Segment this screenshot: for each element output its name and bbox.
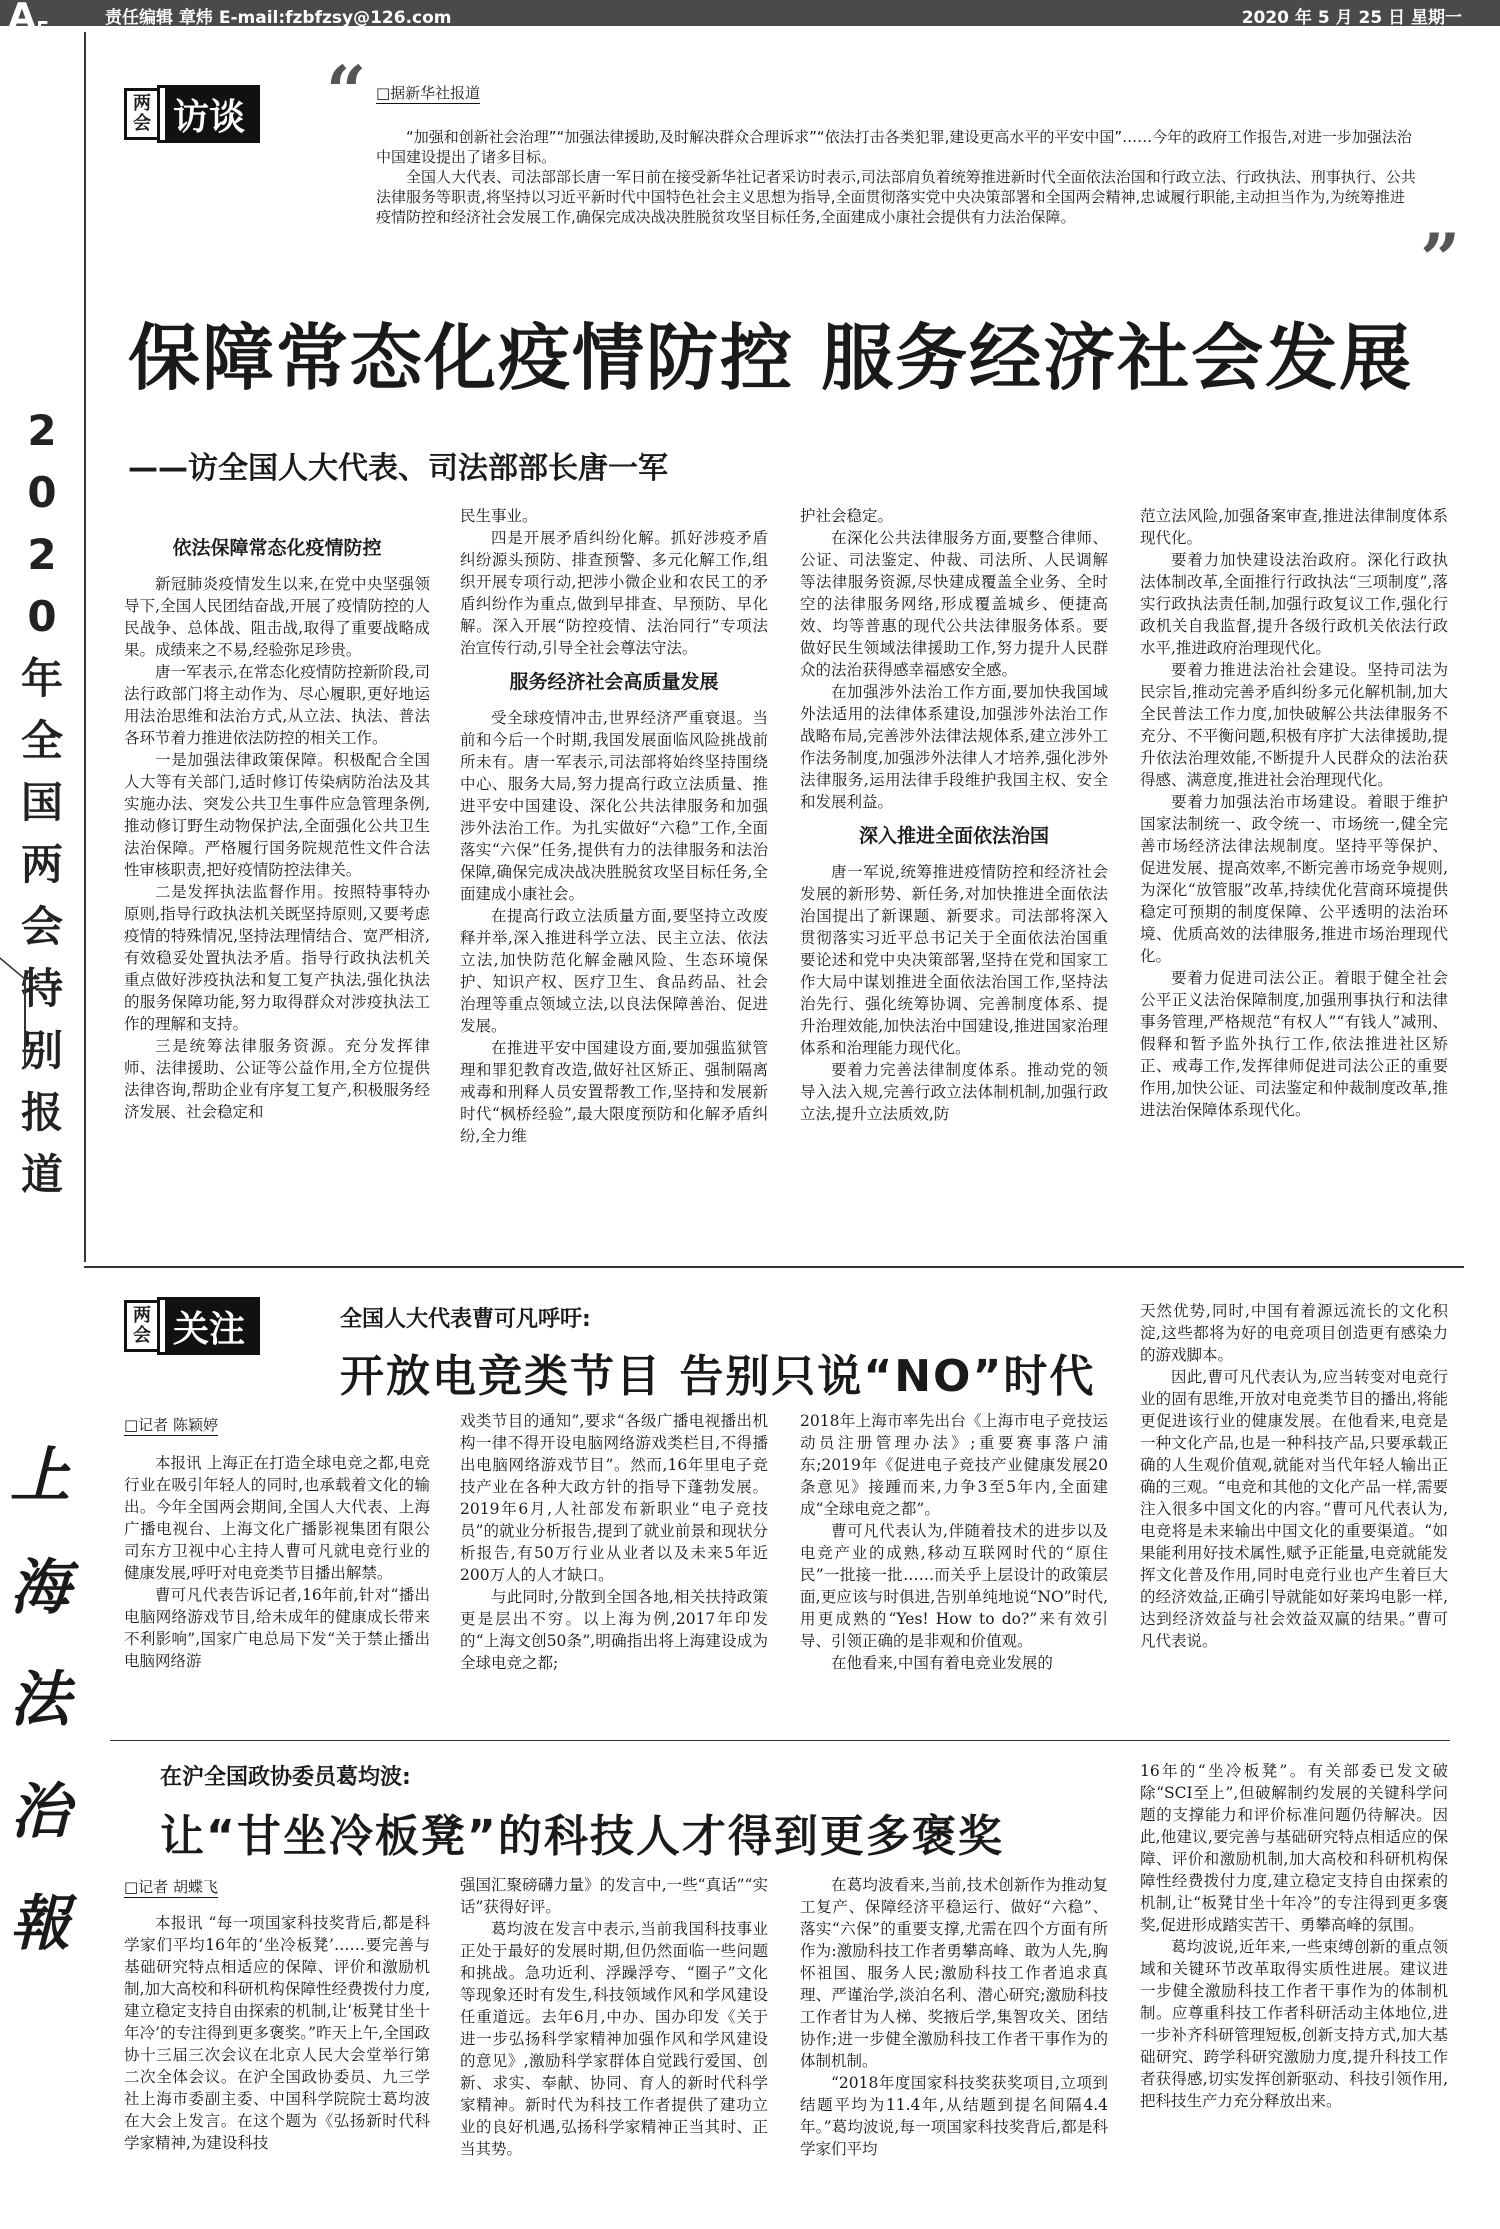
esports-column-2: 戏类节目的通知”,要求“各级广播电视播出机构一律不得开设电脑网络游戏类栏目,不得播出电脑网络游戏节目”。然而,16年里电子竞技产业在各种大政方针的指导下蓬勃发展。2019年6月,人社部发布新职业“电子竞技员”的就业分析报告,提到了就业前景和现状分析报告,有50万行业从业者以及未来5年近200万人的人才缺口。 与此同时,分散到全国各地,相关扶持政策更是层出不穷。以上海为例,2017年印发的“上海文创50条”,明确指出将上海建设成为全球电竞之都; [460, 1412, 768, 1672]
newspaper-masthead: 上 海 法 治 報 [10, 1441, 70, 1959]
sci-column-3: 在葛均波看来,当前,技术创新作为推动复工复产、保障经济平稳运行、做好“六稳”、落实“六保”的重要支撑,尤需在四个方面有所作为:激励科技工作者勇攀高峰、敢为人先,胸怀祖国、服务人民;激励科技工作者追求真理、严谨治学,淡泊名利、潜心研究;激励科技工作者甘为人梯、奖掖后学,集智攻关、团结协作;进一步健全激励科技工作者干事作为的体制机制。 “2018年度国家科技奖获奖项目,立项到结题平均为11.4年,从结题到提名间隔4.4年。”葛均波说,每一项国家科技奖背后,都是科学家们平均 [800, 1876, 1108, 2158]
interview-column-2: 民生事业。 四是开展矛盾纠纷化解。抓好涉疫矛盾纠纷源头预防、排查预警、多元化解工作,组织开展专项行动,把涉小微企业和农民工的矛盾纠纷作为重点,做到早排查、早预防、早化解。深入开展“防控疫情、法治同行”专项法治宣传行动,引导全社会尊法守法。 服务经济社会高质量发展 受全球疫情冲击,世界经济严重衰退。当前和今后一个时期,我国发展面临风险挑战前所未有。唐一军表示,司法部将始终坚持围绕中心、服务大局,努力提高行政立法质量、推进平安中国建设、深化公共法律服务和加强涉外法治工作。为扎实做好“六稳”工作,全面落实“六保”任务,提供有力的法律服务和法治保障,确保完成决战决胜脱贫攻坚目标任务,全面建成小康社会。 在提高行政立法质量方面,要坚持立改废释并举,深入推进科学立法、民主立法、依法立法,加快防范化解金融风险、生态环境保护、知识产权、医疗卫生、食品药品、社会治理等重点领域立法,以良法保障善治、促进发展。 在推进平安中国建设方面,要加强监狱管理和罪犯教育改造,做好社区矫正、强制隔离戒毒和刑释人员安置帮教工作,坚持和发展新时代“枫桥经验”,最大限度预防和化解矛盾纠纷,全力维 [460, 507, 768, 1145]
esports-headline: 开放电竞类节目 告别只说“NO”时代 [340, 1351, 1096, 1402]
main-subtitle: ——访全国人大代表、司法部部长唐一军 [128, 451, 668, 486]
open-quote-icon: “ [326, 50, 367, 133]
interview-column-1: 依法保障常态化疫情防控 新冠肺炎疫情发生以来,在党中央坚强领导下,全国人民团结奋战,开展了疫情防控的人民战争、总体战、阻击战,取得了重要战略成果。成绩来之不易,经验弥足珍贵。 唐一军表示,在常态化疫情防控新阶段,司法行政部门将主动作为、尽心履职,更好地运用法治思维和法治方式,从立法、执法、普法各环节着力推进依法防控的相关工作。 一是加强法律政策保障。积极配合全国人大等有关部门,适时修订传染病防治法及其实施办法、突发公共卫生事件应急管理条例,推动修订野生动物保护法,全面强化公共卫生法治保障。严格履行国务院规范性文件合法性审核职责,把好疫情防控法律关。 二是发挥执法监督作用。按照特事特办原则,指导行政执法机关既坚持原则,又要考虑疫情的特殊情况,坚持法理情结合、宽严相济,有效稳妥处置执法矛盾。指导行政执法机关重点做好涉疫执法和复工复产执法,强化执法的服务保障功能,努力取得群众对涉疫执法工作的理解和支持。 三是统筹法律服务资源。充分发挥律师、法律援助、公证等公益作用,全方位提供法律咨询,帮助企业有序复工复产,积极服务经济发展、社会稳定和 [124, 537, 430, 1121]
esports-kicker: 全国人大代表曹可凡呼吁: [340, 1307, 591, 1332]
page-number: $A_5$ [8, 0, 50, 42]
section-divider [84, 1266, 1464, 1268]
section-badge-interview: 两 会 访谈 [124, 88, 257, 140]
sci-kicker: 在沪全国政协委员葛均波: [160, 1765, 411, 1790]
sci-column-1: 本报讯 “每一项国家科技奖背后,都是科学家们平均16年的‘坐冷板凳’……要完善与基础研究特点相适应的保障、评价和激励机制,加大高校和科研机构保障性经费拨付力度,建立稳定支持自由探索的机制,让‘板凳甘坐十年冷’的专注得到更多褒奖。”昨天上午,全国政协十三届三次会议在北京人民大会堂举行第二次全体会议。在沪全国政协委员、九三学社上海市委副主委、中国科学院院士葛均波在大会上发言。在这个题为《弘扬新时代科学家精神,为建设科技 [124, 1914, 430, 2152]
esports-byline: □记者 陈颖婷 [124, 1416, 218, 1434]
section-badge-focus: 两 会 关注 [124, 1300, 257, 1352]
sidebar-divider [84, 32, 86, 1262]
section-divider-2 [110, 1740, 1450, 1741]
sci-column-2: 强国汇聚磅礴力量》的发言中,一些“真话”“实话”获得好评。 葛均波在发言中表示,当前我国科技事业正处于最好的发展时期,但仍然面临一些问题和挑战。急功近利、浮躁浮夸、“圈子”文化等现象还时有发生,科技领域作风和学风建设任重道远。去年6月,中办、国办印发《关于进一步弘扬科学家精神加强作风和学风建设的意见》,激励科学家群体自觉践行爱国、创新、求实、奉献、协同、育人的新时代科学家精神。新时代为科技工作者提供了建功立业的良好机遇,弘扬科学家精神正当其时、正当其势。 [460, 1876, 768, 2158]
editor-info: 责任编辑 章炜 E-mail:fzbfzsy@126.com [105, 8, 452, 28]
esports-column-1: 本报讯 上海正在打造全球电竞之都,电竞行业在吸引年轻人的同时,也承载着文化的输出。今年全国两会期间,全国人大代表、上海广播电视台、上海文化广播影视集团有限公司东方卫视中心主持人曹可凡就电竞行业的健康发展,呼吁对电竞类节目播出解禁。 曹可凡代表告诉记者,16年前,针对“播出电脑网络游戏节目,给未成年的健康成长带来不利影响”,国家广电总局下发“关于禁止播出电脑网络游 [124, 1454, 430, 1670]
sci-column-4: 16年的“坐冷板凳”。有关部委已发文破除“SCI至上”,但破解制约发展的关键科学问题的支撑能力和评价标准问题仍待解决。因此,他建议,要完善与基础研究特点相适应的保障、评价和激励机制,加大高校和科研机构保障性经费拨付力度,建立稳定支持自由探索的机制,让“板凳甘坐十年冷”的专注得到更多褒奖,促进形成踏实苦干、勇攀高峰的氛围。 葛均波说,近年来,一些束缚创新的重点领域和关键环节改革取得实质性进展。建议进一步健全激励科技工作者干事作为的体制机制。应尊重科技工作者科研活动主体地位,进一步补齐科研管理短板,创新支持方式,加大基础研究、跨学科研究激励力度,提升科技工作者获得感,切实发挥创新驱动、科技引领作用,把科技生产力充分释放出来。 [1140, 1762, 1448, 2110]
source-line: □据新华社报道 [376, 84, 481, 102]
special-report-vertical: 2 0 2 0 年 全 国 两 会 特 别 报 道 [20, 406, 63, 1199]
interview-column-3: 护社会稳定。 在深化公共法律服务方面,要整合律师、公证、司法鉴定、仲裁、司法所、人民调解等法律服务资源,尽快建成覆盖全业务、全时空的法律服务网络,形成覆盖城乡、便捷高效、均等普惠的现代公共法律服务体系。要做好民生领域法律援助工作,努力提升人民群众的法治获得感幸福感安全感。 在加强涉外法治工作方面,要加快我国域外法适用的法律体系建设,加强涉外法治工作战略布局,完善涉外法律法规体系,建立涉外工作法务制度,加强涉外法律人才培养,强化涉外法律服务,运用法律手段维护我国主权、安全和发展利益。 深入推进全面依法治国 唐一军说,统筹推进疫情防控和经济社会发展的新形势、新任务,对加快推进全面依法治国提出了新课题、新要求。司法部将深入贯彻落实习近平总书记关于全面依法治国重要论述和党中央决策部署,坚持在党和国家工作大局中谋划推进全面依法治国工作,坚持法治先行、强化统筹协调、完善制度体系、提升治理效能,加快法治中国建设,推进国家治理体系和治理能力现代化。 要着力完善法律制度体系。推动党的领导入法入规,完善行政立法体制机制,加强行政立法,提升立法质效,防 [800, 507, 1108, 1123]
interview-column-4: 范立法风险,加强备案审查,推进法律制度体系现代化。 要着力加快建设法治政府。深化行政执法体制改革,全面推行行政执法“三项制度”,落实行政执法责任制,加强行政复议工作,强化行政机关自我监督,提升各级行政机关依法行政水平,推进政府治理现代化。 要着力推进法治社会建设。坚持司法为民宗旨,推动完善矛盾纠纷多元化解机制,加大全民普法工作力度,加快破解公共法律服务不充分、不平衡问题,积极有序扩大法律援助,提升依法治理效能,不断提升人民群众的法治获得感、满意度,推进社会治理现代化。 要着力加强法治市场建设。着眼于维护国家法制统一、政令统一、市场统一,健全完善市场经济法律法规制度。坚持平等保护、促进发展、提高效率,不断完善市场竞争规则,为深化“放管服”改革,持续优化营商环境提供稳定可预期的制度保障、公平透明的法治环境、优质高效的法律服务,推进市场治理现代化。 要着力促进司法公正。着眼于健全社会公平正义法治保障制度,加强刑事执行和法律事务管理,严格规范“有权人”“有钱人”减刑、假释和暂予监外执行工作,依法推进社区矫正、戒毒工作,发挥律师促进司法公正的重要作用,加快公证、司法鉴定和仲裁制度改革,推进法治保障体系现代化。 [1140, 507, 1448, 1119]
sci-headline: 让“甘坐冷板凳”的科技人才得到更多褒奖 [160, 1811, 1004, 1862]
esports-column-3: 2018年上海市率先出台《上海市电子竞技运动员注册管理办法》;重要赛事落户浦东;2019年《促进电子竞技产业健康发展20条意见》接踵而来,力争3至5年内,全面建成“全球电竞之都”。 曹可凡代表认为,伴随着技术的进步以及电竞产业的成熟,移动互联网时代的“原住民”一批接一批……而关乎上层设计的政策层面,更应该与时俱进,告别单纯地说“NO”时代,用更成熟的“Yes! How to do?”来有效引导、引领正确的是非观和价值观。 在他看来,中国有着电竞业发展的 [800, 1412, 1108, 1672]
intro-block: “加强和创新社会治理”“加强法律援助,及时解决群众合理诉求”“依法打击各类犯罪,建设更高水平的平安中国”……今年的政府工作报告,对进一步加强法治中国建设提出了诸多目标。 全国人大代表、司法部部长唐一军日前在接受新华社记者采访时表示,司法部肩负着统筹推进新时代全面依法治国和行政立法、行政执法、刑事执行、公共法律服务等职责,将坚持以习近平新时代中国特色社会主义思想为指导,全面贯彻落实党中央决策部署和全国两会精神,忠诚履行职能,主动担当作为,为统筹推进疫情防控和经济社会发展工作,确保完成决战决胜脱贫攻坚目标任务,全面建成小康社会提供有力法治保障。 [376, 128, 1416, 226]
close-quote-icon: ” [1420, 218, 1461, 301]
sci-byline: □记者 胡蝶飞 [124, 1878, 218, 1896]
issue-date: 2020 年 5 月 25 日 星期一 [1241, 8, 1462, 28]
esports-column-4: 天然优势,同时,中国有着源远流长的文化积淀,这些都将为好的电竞项目创造更有感染力的游戏脚本。 因此,曹可凡代表认为,应当转变对电竞行业的固有思维,开放对电竞类节目的播出,将能更促进该行业的健康发展。在他看来,电竞是一种文化产品,也是一种科技产品,只要承载正确的人生观价值观,就能对当代年轻人输出正确的三观。“电竞和其他的文化产品一样,需要注入很多中国文化的内容。”曹可凡代表认为,电竞将是未来输出中国文化的重要渠道。“如果能利用好技术属性,赋予正能量,电竞就能发挥文化普及作用,同时电竞行业也产生着巨大的经济效益,正确引导就能如好莱坞电影一样,达到经济效益与社会效益双赢的结果。”曹可凡代表说。 [1140, 1302, 1448, 1650]
page-header [0, 0, 1500, 42]
main-headline: 保障常态化疫情防控 服务经济社会发展 [128, 316, 1414, 400]
